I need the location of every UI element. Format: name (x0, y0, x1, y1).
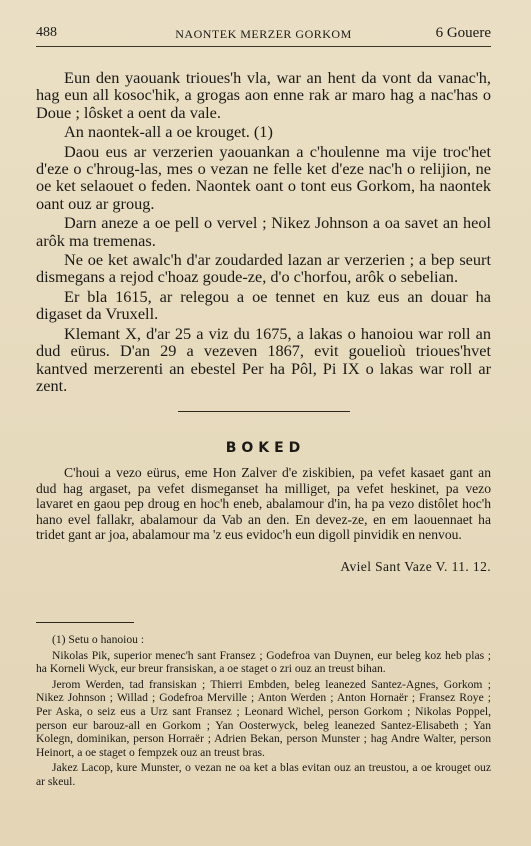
paragraph: Daou eus ar verzerien yaouankan a c'houlenne ma vije troc'het d'eze o c'hroug-las, mes o vezan ne felle ket d'eze nac'h o relijion, ne oe ket selaouet o feden. Naontek oant o tont eus Gorkom, ha naontek oant ouz ar groug. (36, 141, 491, 213)
boked-quote (36, 465, 491, 543)
running-header (36, 22, 491, 44)
paragraph: An naontek-all a oe krouget. (1) (64, 122, 273, 142)
paragraph: Klemant X, d'ar 25 a viz du 1675, a lakas o hanoiou war roll an dud eürus. D'an 29 a vezeven 1867, evit gouelioù trioues'hvet kantved merzerenti an ebestel Per ha Pôl, Pi IX o lakas war roll ar zent. (36, 323, 491, 395)
footnote-paragraph: Jakez Lacop, kure Munster, o vezan ne oa ket a blas evitan ouz an treustou, a oe krouget ouz ar skeul. (36, 761, 491, 788)
boked-heading: BOKED (225, 440, 306, 456)
paragraph: Ne oe ket awalc'h d'ar zoudarded lazan ar verzerien ; a bep seurt dismegans a rejod c'hoaz goude-ze, d'o c'horfou, arôk o sebelian. (36, 250, 491, 287)
paragraph: Er bla 1615, ar relegou a oe tennet en kuz eus an douar ha digaset da Vruxell. (36, 286, 491, 324)
footnote-paragraph: Nikolas Pik, superior menec'h sant Fransez ; Godefroa van Duynen, eur beleg koz heb plas ; ha Korneli Wyck, eur breur fransiskan, a oe staget o zri ouz an treust bihan. (36, 648, 491, 676)
quote-source: Aviel Sant Vaze V. 11. 12. (340, 559, 491, 574)
quote-text: C'houi a vezo eürus, eme Hon Zalver d'e ziskibien, pa vefet kasaet gant an dud hag argaset, pa vefet dismeganset ha milliget, pa vefet heskinet, pa vezo lavaret en gaou pep droug en hoc'h eneb, abalamour d'in, ha pa vezo distôlet hoc'h hano evel fallakr, abalamour da Vab an den. En devez-ze, en em laouennaet ha tridet gant ar joa, abalamour ma 'z eus evidoc'h eun digoll pinvidik en nenvou. (36, 465, 491, 543)
footnote-rule (36, 622, 134, 623)
main-text (36, 69, 491, 396)
running-title: NAONTEK MERZER GORKOM (175, 27, 352, 41)
header-rule (36, 46, 491, 47)
footnotes (36, 633, 491, 791)
footnote-paragraph: Jerom Werden, tad fransiskan ; Thierri Embden, beleg leanezed Santez-Agnes, Gorkom ; Nikez Johnson ; Willad ; Godefroa Merville ; Anton Werden ; Anton Hornaër ; Fransez Roye ; Per Aska, o seiz eus a Urz sant Fransez ; Leonard Wichel, person Gorkom ; Nikolas Poppel, person eur barouz-all en Gorkom ; Yan Oosterwyck, beleg leanezed Santez-Elisabeth ; Yan Kolegn, dominikan, person Horraër ; Adrien Bekan, person Munster ; hag Andre Walter, person Heinort, a oe staget o fempzek ouz an treust bras. (36, 677, 491, 759)
section-divider (178, 411, 350, 412)
header-date: 6 Gouere (435, 25, 491, 41)
paragraph: Eun den yaouank trioues'h vla, war an hent da vont da vanac'h, hag eun all kosoc'hik, a grogas aon enne rak ar maro hag a nac'has o Doue ; lôsket a oent da vale. (36, 68, 491, 122)
footnote-paragraph: (1) Setu o hanoiou : (52, 633, 145, 646)
page-number: 488 (36, 25, 57, 40)
paragraph: Darn aneze a oe pell o vervel ; Nikez Johnson a oa savet an heol arôk ma tremenas. (36, 213, 491, 250)
